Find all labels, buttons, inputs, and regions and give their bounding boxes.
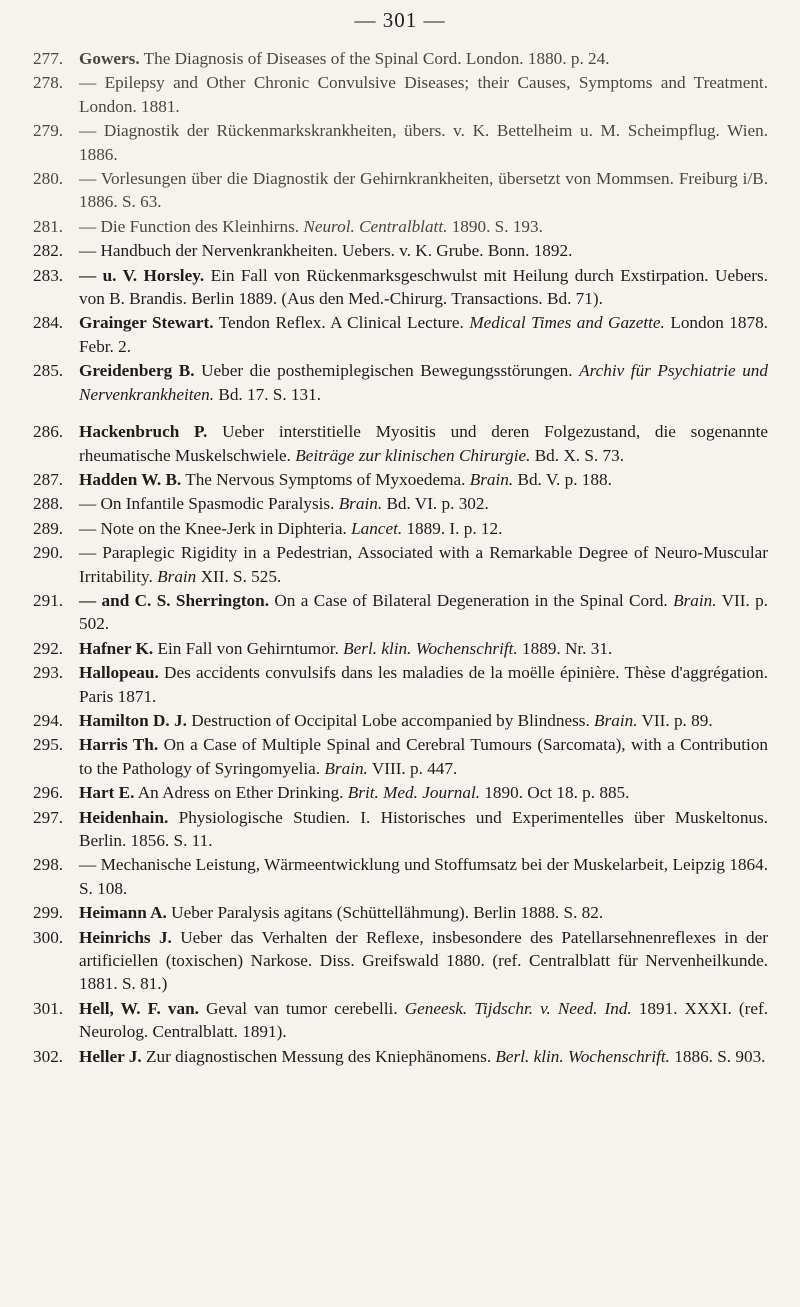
entry-author: Hafner K.: [79, 638, 154, 658]
entry-journal: Brain.: [338, 494, 383, 514]
entry-journal: Brain: [157, 566, 197, 586]
bibliography-entry: [33, 71, 768, 118]
entry-number: 291.: [33, 590, 64, 610]
bibliography-entry: [33, 47, 768, 70]
entry-citation: Bd. VI. p. 302.: [386, 494, 489, 514]
entry-title: An Adress on Ether Drinking.: [137, 783, 344, 803]
entry-number: 284.: [33, 313, 64, 333]
entry-number: 283.: [33, 265, 64, 285]
bibliography-entry: [33, 359, 768, 406]
entry-number: 294.: [33, 710, 64, 730]
bibliography-entry: [33, 637, 768, 660]
bibliography-entry: [33, 239, 768, 262]
entry-citation: 1889. I. p. 12.: [406, 518, 503, 538]
bibliography-entry: [33, 215, 768, 238]
entry-number: 292.: [33, 638, 64, 658]
entry-author: — u. V. Horsley.: [79, 265, 205, 285]
entry-citation: XII. S. 525.: [200, 566, 282, 586]
entry-title: Destruction of Occipital Lobe accompanied by Blindness.: [191, 710, 590, 730]
entry-citation: 1890. Oct 18. p. 885.: [484, 783, 630, 803]
entry-author: Hart E.: [79, 783, 135, 803]
entry-author: Heimann A.: [79, 903, 167, 923]
entry-number: 301.: [33, 998, 64, 1018]
entry-number: 286.: [33, 422, 64, 442]
entry-title: — Die Function des Kleinhirns.: [79, 216, 300, 236]
entry-title: Des accidents convulsifs dans les maladies de la moëlle épinière. Thèse d'aggrégation. Paris 1871.: [79, 663, 768, 706]
entry-number: 281.: [33, 216, 64, 236]
entry-title: Ein Fall von Rückenmarksgeschwulst mit Heilung durch Exstirpation. Uebers. von B. Brandis. Berlin 1889. (Aus den Med.-Chirurg. Transactions. Bd. 71).: [79, 265, 768, 309]
entry-journal: Medical Times and Gazette.: [469, 313, 665, 333]
entry-journal: Lancet.: [351, 518, 403, 538]
entry-author: Hadden W. B.: [79, 469, 182, 489]
bibliography-entry: [33, 420, 768, 467]
entry-author: Heidenhain.: [79, 807, 169, 827]
entry-number: 282.: [33, 241, 64, 261]
entry-journal: Berl. klin. Wochenschrift.: [343, 638, 518, 658]
entry-author: Gowers.: [79, 49, 140, 68]
bibliography-entry: [33, 1045, 768, 1068]
bibliography-entry: [33, 733, 768, 780]
entry-author: Hallopeau.: [79, 663, 159, 683]
entry-citation: VII. p. 502.: [79, 590, 769, 634]
entry-title: Physiologische Studien. I. Historisches und Experimentelles über Muskeltonus. Berlin. 1856. S. 11.: [79, 807, 769, 850]
bibliography-entry: [33, 492, 768, 515]
bibliography-entry: [33, 806, 768, 853]
entry-number: 289.: [33, 518, 64, 538]
entry-journal: Brit. Med. Journal.: [347, 783, 481, 803]
entry-author: Heller J.: [79, 1046, 142, 1066]
bibliography-entry: [33, 119, 768, 166]
entry-citation: Bd. X. S. 73.: [534, 445, 624, 465]
entry-title: The Diagnosis of Diseases of the Spinal Cord. London. 1880. p. 24.: [143, 49, 610, 68]
entry-number: 295.: [33, 735, 64, 755]
entry-number: 299.: [33, 903, 64, 923]
entry-author: Hackenbruch P.: [79, 422, 208, 442]
entry-number: 296.: [33, 783, 64, 803]
entry-journal: Brain.: [594, 710, 638, 730]
entry-citation: 1889. Nr. 31.: [522, 638, 613, 658]
entry-citation: VIII. p. 447.: [371, 758, 458, 778]
bibliography-entry: [33, 589, 768, 636]
entry-title: Ein Fall von Gehirntumor.: [157, 638, 339, 658]
entry-citation: 1886. S. 903.: [674, 1046, 766, 1066]
entry-number: 277.: [33, 49, 64, 68]
bibliography-entry: [33, 541, 768, 588]
page-number: — 301 —: [354, 8, 446, 32]
entry-title: — Epilepsy and Other Chronic Convulsive Diseases; their Causes, Symptoms and Treatment. London. 1881.: [79, 73, 768, 116]
entry-journal: Berl. klin. Wochenschrift.: [495, 1046, 670, 1066]
entry-citation: London 1878. Febr. 2.: [79, 313, 768, 356]
entry-title: On a Case of Multiple Spinal and Cerebral Tumours (Sarcomata), with a Contribution to the Pathology of Syringomyelia.: [79, 735, 769, 778]
entry-title: — Mechanische Leistung, Wärmeentwicklung und Stoffumsatz bei der Muskelarbeit, Leipzig 1864. S. 108.: [79, 855, 768, 898]
entry-author: Greidenberg B.: [79, 361, 195, 381]
bibliography-entry: [33, 853, 768, 900]
entry-title: — Diagnostik der Rückenmarkskrankheiten, übers. v. K. Bettelheim u. M. Scheimpflug. Wien. 1886.: [79, 121, 768, 164]
entry-title: — Note on the Knee-Jerk in Diphteria.: [79, 518, 347, 538]
entry-number: 298.: [33, 855, 64, 875]
entry-title: Geval van tumor cerebelli.: [206, 998, 398, 1018]
entry-journal: Brain.: [469, 469, 514, 489]
entry-number: 288.: [33, 494, 64, 514]
entry-title: — Handbuch der Nervenkrankheiten. Uebers. v. K. Grube. Bonn. 1892.: [79, 241, 573, 261]
entry-title: — Vorlesungen über die Diagnostik der Gehirnkrankheiten, übersetzt von Mommsen. Freiburg i/B. 1886. S. 63.: [79, 169, 768, 212]
entry-number: 285.: [33, 361, 64, 381]
bibliography-list: [33, 47, 768, 1068]
entry-number: 278.: [33, 73, 64, 93]
entry-title: The Nervous Symptoms of Myxoedema.: [185, 469, 466, 489]
bibliography-entry: [33, 781, 768, 804]
entry-journal: Neurol. Centralblatt.: [303, 216, 448, 236]
entry-number: 297.: [33, 807, 64, 827]
entry-journal: Geneesk. Tijdschr. v. Need. Ind.: [404, 998, 632, 1018]
entry-citation: 1891. XXXI. (ref. Neurolog. Centralblatt. 1891).: [79, 998, 768, 1042]
entry-journal: Archiv für Psychiatrie und Nervenkrankheiten.: [79, 361, 768, 404]
entry-number: 302.: [33, 1046, 64, 1066]
bibliography-entry: [33, 709, 768, 732]
entry-author: — and C. S. Sherrington.: [79, 590, 270, 610]
bibliography-entry: [33, 901, 768, 924]
entry-title: Ueber das Verhalten der Reflexe, insbesondere des Patellarsehnenreflexes in der artificiellen (toxischen) Narkose. Diss. Greifswald 1880. (ref. Centralblatt für Nervenheilkunde. 1881. S. 81.): [79, 927, 768, 994]
bibliography-entry: [33, 264, 768, 311]
entry-author: Hamilton D. J.: [79, 710, 187, 730]
entry-journal: Brain.: [673, 590, 717, 610]
entry-citation: VII. p. 89.: [641, 710, 713, 730]
entry-number: 300.: [33, 927, 64, 947]
entry-author: Heinrichs J.: [79, 927, 172, 947]
entry-title: — On Infantile Spasmodic Paralysis.: [79, 494, 335, 514]
bibliography-entry: [33, 661, 768, 708]
bibliography-entry: [33, 997, 768, 1044]
entry-author: Harris Th.: [79, 735, 159, 755]
bibliography-entry: [33, 468, 768, 491]
entry-author: Grainger Stewart.: [79, 313, 214, 333]
bibliography-entry: [33, 517, 768, 540]
bibliography-entry: [33, 167, 768, 214]
entry-title: Tendon Reflex. A Clinical Lecture.: [218, 313, 464, 333]
entry-title: Ueber die posthemiplegischen Bewegungsstörungen.: [201, 361, 573, 381]
entry-journal: Brain.: [324, 758, 368, 778]
entry-title: — Paraplegic Rigidity in a Pedestrian, Associated with a Remarkable Degree of Neuro-Muscular Irritability.: [79, 543, 768, 586]
bibliography-entry: [33, 926, 768, 996]
entry-number: 290.: [33, 543, 64, 563]
entry-citation: 1890. S. 193.: [451, 216, 543, 236]
entry-number: 279.: [33, 121, 64, 141]
entry-number: 280.: [33, 169, 64, 189]
entry-author: Hell, W. F. van.: [79, 998, 199, 1018]
entry-citation: Bd. V. p. 188.: [517, 469, 612, 489]
entry-title: On a Case of Bilateral Degeneration in the Spinal Cord.: [274, 590, 668, 610]
entry-citation: Bd. 17. S. 131.: [218, 384, 322, 404]
entry-journal: Beiträge zur klinischen Chirurgie.: [295, 445, 531, 465]
entry-number: 287.: [33, 469, 64, 489]
entry-number: 293.: [33, 663, 64, 683]
entry-title: Ueber interstitielle Myositis und deren Folgezustand, die sogenannte rheumatische Muskelschwiele.: [79, 422, 768, 465]
bibliography-entry: [33, 311, 768, 358]
entry-title: Ueber Paralysis agitans (Schüttellähmung). Berlin 1888. S. 82.: [171, 903, 604, 923]
entry-title: Zur diagnostischen Messung des Kniephänomens.: [145, 1046, 492, 1066]
